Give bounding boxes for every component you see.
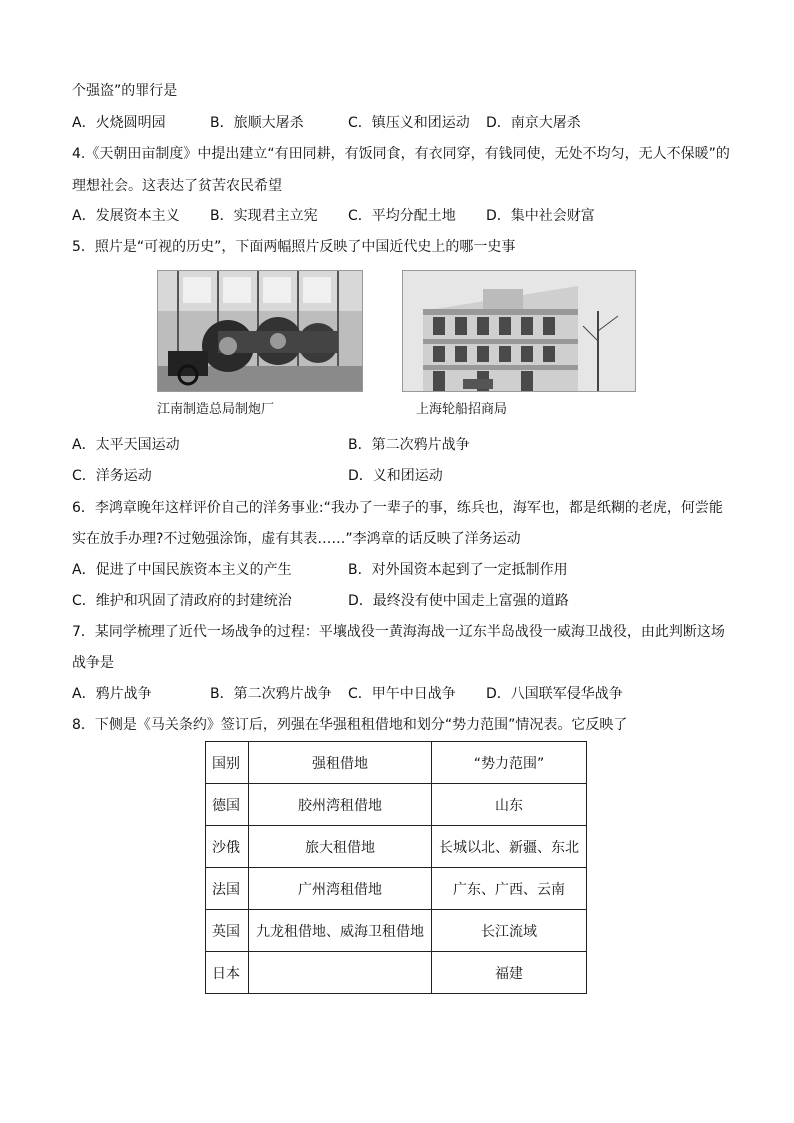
q5-option-b: B．第二次鸦片战争 — [348, 437, 470, 453]
table-row — [206, 910, 587, 952]
table-cell — [249, 952, 432, 994]
table-cell: 旅大租借地 — [249, 826, 432, 868]
q6-stem-line2: 实在放手办理?不过勉强涂饰，虚有其表……”李鸿章的话反映了洋务运动 — [72, 531, 521, 547]
table-cell: 福建 — [432, 952, 587, 994]
q8-stem: 8．下侧是《马关条约》签订后，列强在华强租租借地和划分“势力范围”情况表。它反映了 — [72, 717, 628, 733]
q3-option-c: C．镇压义和团运动 — [348, 115, 470, 131]
table-cell: 广东、广西、云南 — [432, 868, 587, 910]
q4-stem-line1: 4.《天朝田亩制度》中提出建立“有田同耕，有饭同食，有衣同穿，有钱同使，无处不均匀，无人不保暖”的 — [72, 146, 730, 162]
table-cell: 英国 — [206, 910, 249, 952]
q5-stem: 5．照片是“可视的历史”，下面两幅照片反映了中国近代史上的哪一史事 — [72, 239, 516, 255]
steamship-company-photo — [402, 270, 636, 392]
arsenal-photo — [157, 270, 363, 392]
q3-option-d: D．南京大屠杀 — [486, 115, 581, 131]
table-row — [206, 826, 587, 868]
caption-left: 江南制造总局制炮厂 — [157, 402, 275, 417]
table-cell: 法国 — [206, 868, 249, 910]
header-leased-territory: 强租借地 — [249, 742, 432, 784]
q5-option-a: A．太平天国运动 — [72, 437, 180, 453]
table-cell: 沙俄 — [206, 826, 249, 868]
q4-option-b: B．实现君主立宪 — [210, 208, 318, 224]
table-row — [206, 784, 587, 826]
q7-stem-line1: 7．某同学梳理了近代一场战争的过程：平壤战役一黄海海战一辽东半岛战役一威海卫战役，由此判断这场 — [72, 624, 725, 640]
table-cell: 德国 — [206, 784, 249, 826]
q7-option-a: A．鸦片战争 — [72, 686, 152, 702]
header-country: 国别 — [206, 742, 249, 784]
table-cell: 广州湾租借地 — [249, 868, 432, 910]
q6-option-a: A．促进了中国民族资本主义的产生 — [72, 562, 292, 578]
q3-stem-continuation: 个强盗”的罪行是 — [72, 83, 178, 99]
table-cell: 山东 — [432, 784, 587, 826]
q3-option-a: A．火烧圆明园 — [72, 115, 166, 131]
table-cell: 长江流域 — [432, 910, 587, 952]
q4-option-a: A．发展资本主义 — [72, 208, 180, 224]
table-cell: 日本 — [206, 952, 249, 994]
q7-option-d: D．八国联军侵华战争 — [486, 686, 623, 702]
q5-option-d: D．义和团运动 — [348, 468, 443, 484]
q4-stem-line2: 理想社会。这表达了贫苦农民希望 — [72, 178, 282, 194]
table-cell: 胶州湾租借地 — [249, 784, 432, 826]
table-row — [206, 952, 587, 994]
q6-option-c: C．维护和巩固了清政府的封建统治 — [72, 593, 292, 609]
q4-option-d: D．集中社会财富 — [486, 208, 595, 224]
q5-option-c: C．洋务运动 — [72, 468, 152, 484]
q7-stem-line2: 战争是 — [72, 655, 114, 671]
sphere-of-influence-table — [205, 741, 587, 994]
caption-right: 上海轮船招商局 — [416, 402, 508, 417]
q3-option-b: B．旅顺大屠杀 — [210, 115, 304, 131]
q7-option-c: C．甲午中日战争 — [348, 686, 456, 702]
q6-option-d: D．最终没有使中国走上富强的道路 — [348, 593, 569, 609]
q4-option-c: C．平均分配土地 — [348, 208, 456, 224]
table-cell: 长城以北、新疆、东北 — [432, 826, 587, 868]
q7-option-b: B．第二次鸦片战争 — [210, 686, 332, 702]
header-sphere: “势力范围” — [432, 742, 587, 784]
table-row — [206, 868, 587, 910]
q6-stem-line1: 6．李鸿章晚年这样评价自己的洋务事业:“我办了一辈子的事，练兵也，海军也，都是纸糊的老虎，何尝能 — [72, 500, 723, 516]
table-cell: 九龙租借地、威海卫租借地 — [249, 910, 432, 952]
table-header-row — [206, 742, 587, 784]
q6-option-b: B．对外国资本起到了一定抵制作用 — [348, 562, 568, 578]
